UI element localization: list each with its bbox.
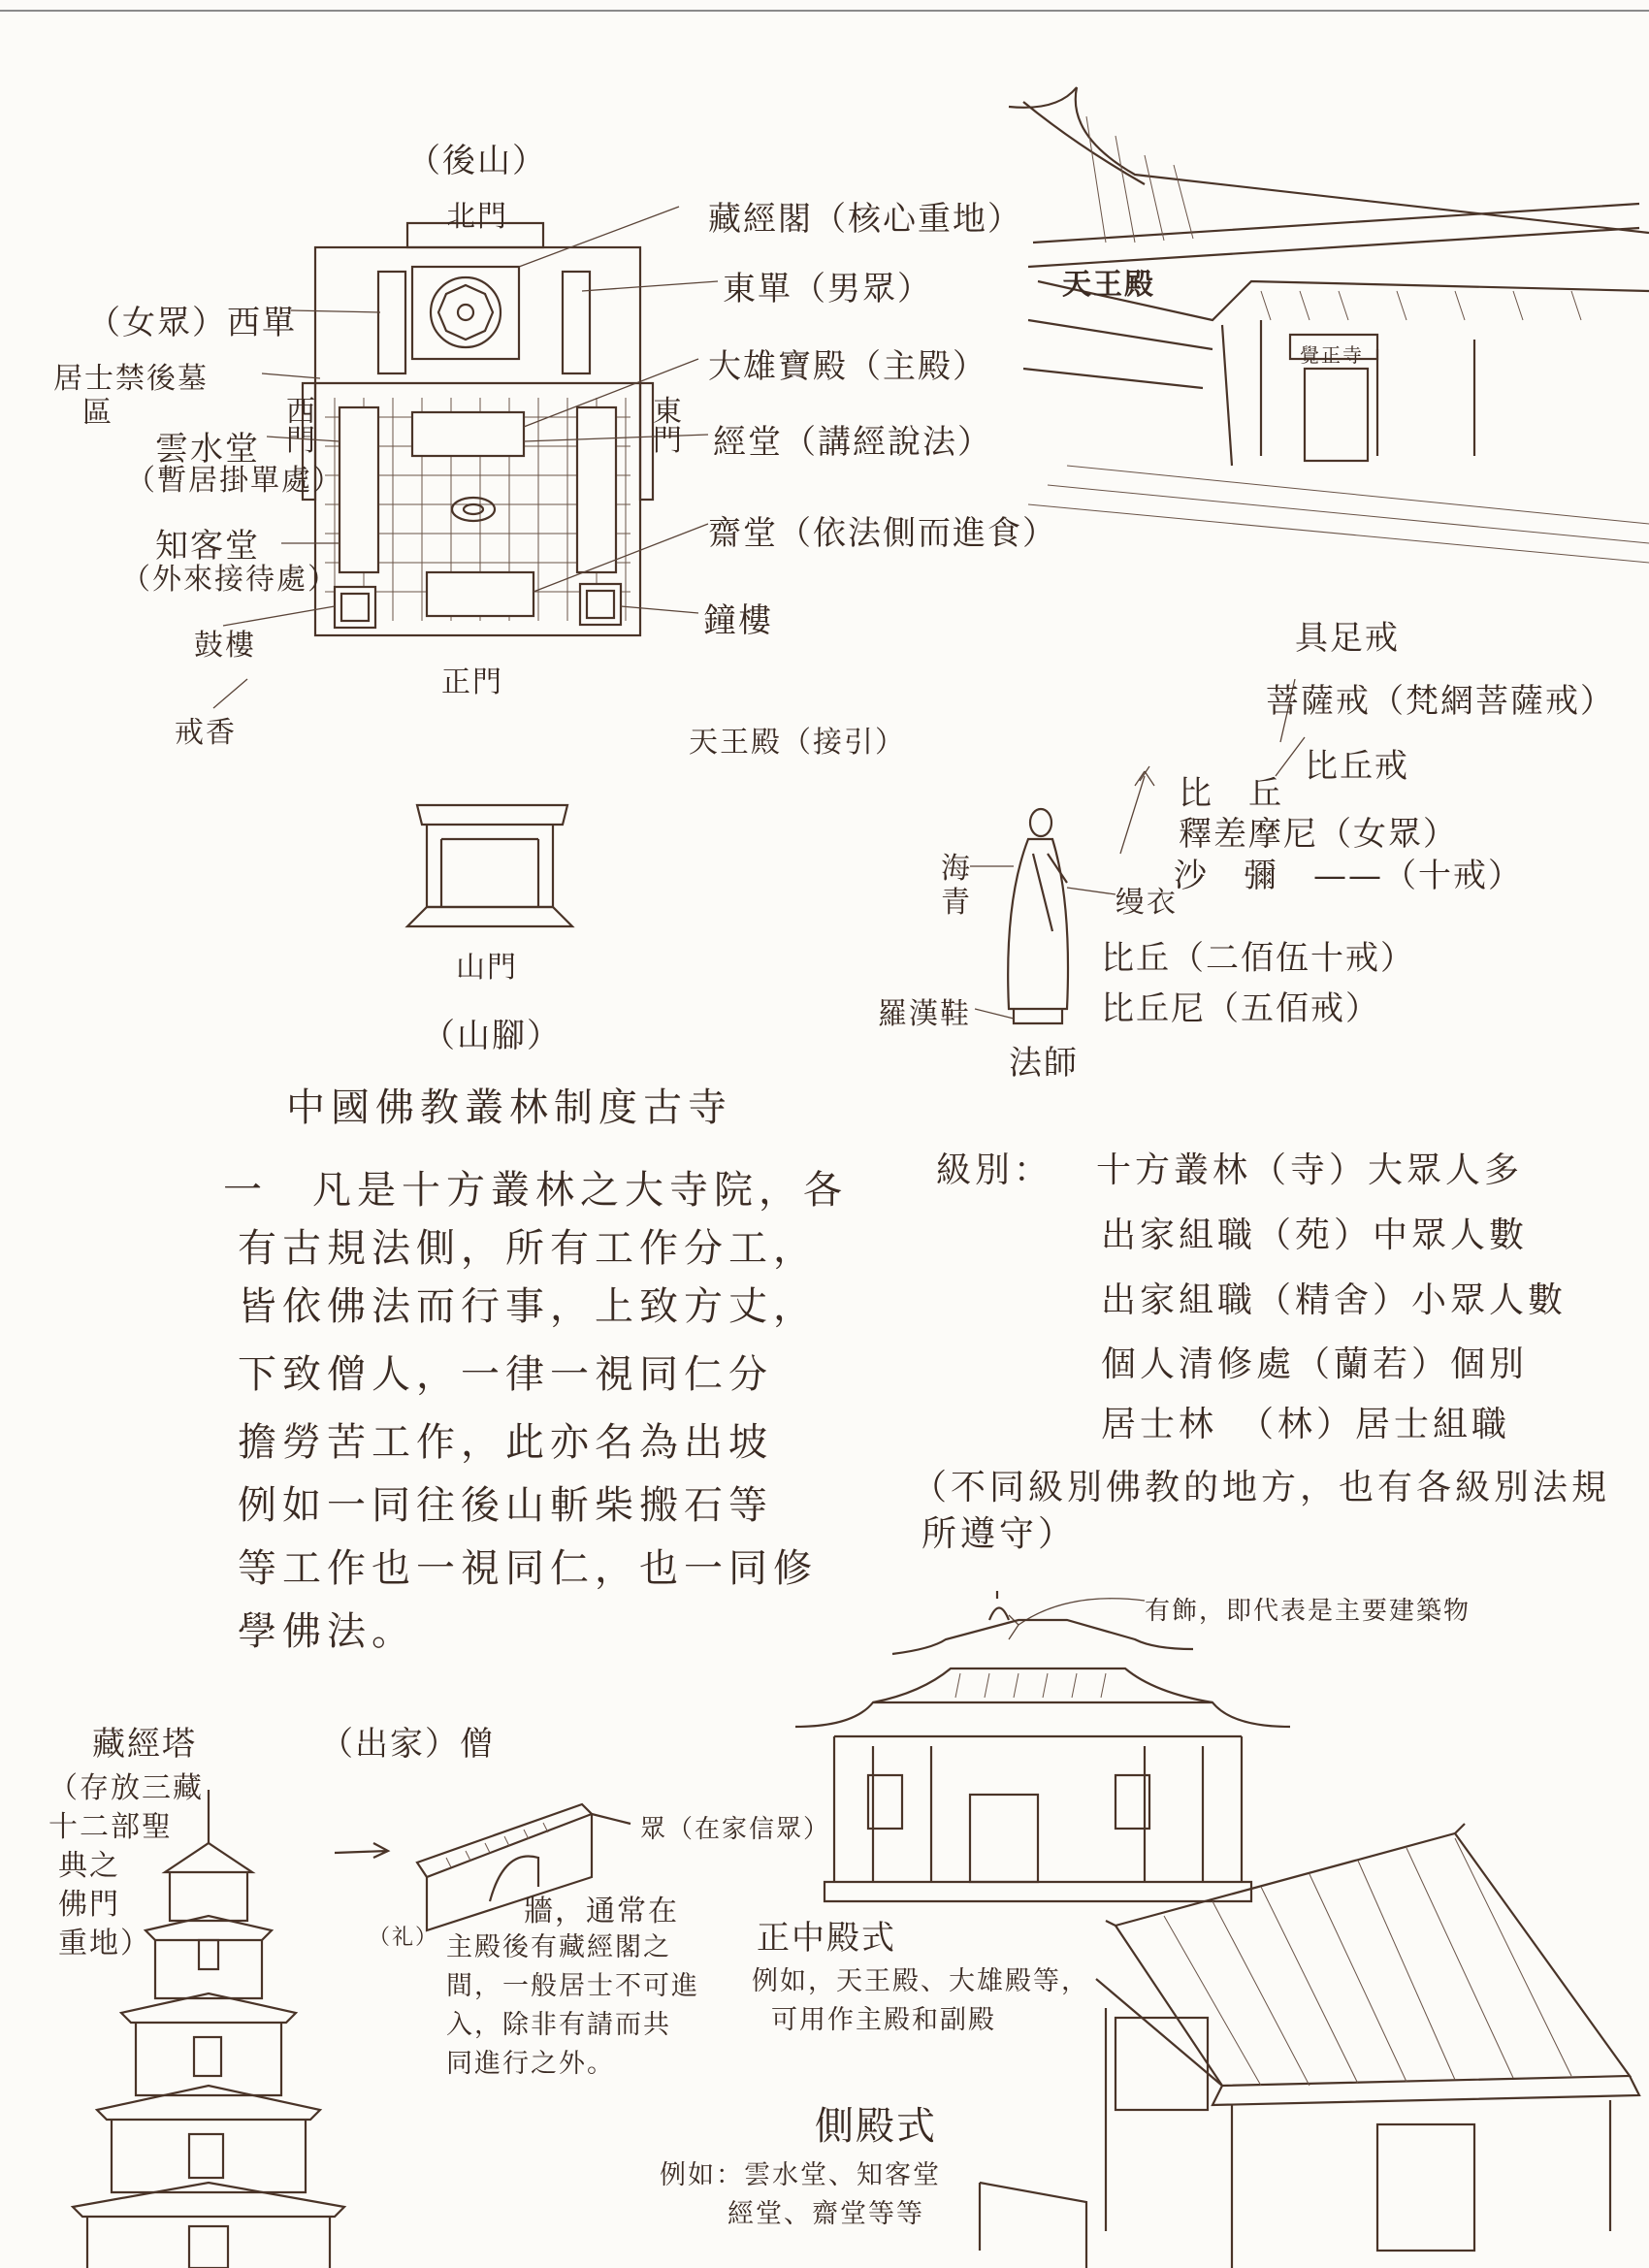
ranks-note: （不同級別佛教的地方，也有各級別法規 [912,1468,1611,1507]
label-bell-tower: 鐘樓 [703,601,773,640]
east-gate-label: 東門 [653,395,684,458]
label-guest-hall: 知客堂 [155,527,260,566]
temple-perspective-sketch [1009,87,1649,563]
monk-haiqing-2: 青 [941,886,972,920]
label-cloud-hall: 雲水堂 [155,430,260,469]
pagoda-label-5: 佛門 [58,1888,120,1922]
main-hall-style-label: 正中殿式 [757,1919,896,1958]
precept-sramanera: 沙 彌 ——（十戒） [1174,857,1523,895]
monk-shoes-label: 羅漢鞋 [878,997,971,1031]
west-gate-label: 西門 [286,395,317,458]
roof-ornament-note: 有飾，即代表是主要建築物 [1145,1597,1471,1626]
precept-bhikkhuni-500: 比丘尼（五佰戒） [1101,989,1380,1028]
side-style-hall-drawing [980,1824,1639,2268]
pagoda-label-2: （存放三藏 [48,1771,204,1805]
precept-bhikkhu-precept: 比丘戒 [1305,747,1409,786]
precept-full: 具足戒 [1295,619,1400,658]
label-east-hall: 東單（男眾） [723,270,932,308]
label-drum-tower: 鼓樓 [194,629,256,663]
mountain-gate-label: 山門 [456,951,518,985]
pagoda-label-3: 十二部聖 [48,1810,173,1844]
mountain-gate-drawing [407,805,572,926]
essay-line: 擔勞苦工作，此亦名為出坡 [238,1420,773,1465]
essay-line: 下致僧人，一律一視同仁分 [238,1352,773,1397]
rank-row: 出家組職（精舍）小眾人數 [1101,1280,1568,1320]
label-west-hall: （女眾）西單 [87,304,297,342]
mountain-foot-label: （山腳） [422,1017,562,1055]
wall-mark: （礼） [369,1926,439,1950]
lay-followers-label: 眾（在家信眾） [640,1815,831,1844]
wall-note-4: 入，除非有請而共 [446,2010,671,2040]
essay-line: 例如一同往後山斬柴搬石等 [238,1483,773,1528]
label-incense: 戒香 [175,716,237,750]
essay-line: 學佛法。 [238,1609,416,1654]
main-hall-style-example-2: 可用作主殿和副殿 [771,2005,996,2035]
wall-note-3: 間，一般居士不可進 [446,1971,699,2001]
sketch-sign-heavenly-king: 天王殿 [1062,268,1155,302]
north-gate-label: 北門 [446,200,508,234]
label-lecture-hall: 經堂（講經說法） [713,423,992,462]
pagoda-label-1: 藏經塔 [92,1725,197,1764]
label-guest-hall-note: （外來接待處） [121,563,339,597]
label-heavenly-king-hall: 天王殿（接引） [689,726,906,760]
monk-dharma-master-label: 法師 [1009,1044,1079,1083]
sketch-sign-temple-name: 覺正寺 [1300,343,1364,367]
rank-row: 個人清修處（蘭若）個別 [1101,1345,1529,1384]
label-main-hall: 大雄寶殿（主殿） [708,347,987,386]
ranks-heading: 級別： [936,1150,1053,1190]
precept-bhikkhu-250: 比丘（二佰伍十戒） [1101,939,1415,978]
side-hall-style-label: 側殿式 [815,2104,937,2149]
precept-bhikkhu: 比 丘 [1179,774,1283,813]
label-dining-hall: 齋堂（依法側而進食） [708,514,1057,553]
side-hall-style-example-2: 經堂、齋堂等等 [728,2199,924,2229]
label-cloud-hall-note: （暫居掛單處） [126,464,343,498]
precept-bodhisattva: 菩薩戒（梵網菩薩戒） [1266,682,1615,721]
monk-haiqing-1: 海 [941,852,972,886]
rank-row: 出家組職（苑）中眾人數 [1101,1215,1529,1255]
monk-section-heading: （出家）僧 [320,1725,495,1764]
wall-note-2: 主殿後有藏經閣之 [446,1932,671,1962]
rank-row: 居士林 （林）居士組職 [1101,1405,1511,1444]
essay-line: 有古規法側，所有工作分工， [238,1226,818,1271]
label-lay-area: 居士禁後墓 [53,362,209,396]
wall-note-1: 牆，通常在 [524,1895,679,1928]
essay-line: 皆依佛法而行事，上致方丈， [238,1284,818,1329]
pagoda-label-4: 典之 [58,1849,120,1883]
side-hall-style-example-1: 例如：雲水堂、知客堂 [660,2160,941,2190]
precept-siksamana: 釋差摩尼（女眾） [1179,815,1458,854]
roof-note-arrow [1009,1599,1145,1639]
main-style-hall-drawing [795,1591,1290,1901]
wall-note-5: 同進行之外。 [446,2049,615,2079]
south-gate-label: 正門 [441,665,503,699]
label-sutra-pavilion: 藏經閣（核心重地） [708,200,1022,239]
essay-line: 等工作也一視同仁，也一同修 [238,1546,818,1591]
label-lay-area-2: 區 [82,396,113,430]
pagoda-label-6: 重地） [58,1927,151,1960]
essay-title: 中國佛教叢林制度古寺 [286,1085,732,1130]
main-hall-style-example-1: 例如，天王殿、大雄殿等， [752,1966,1089,1996]
monk-robe-label: 缦衣 [1116,886,1178,920]
ranks-note-2: 所遵守） [922,1514,1078,1554]
rank-row: 十方叢林（寺）大眾人多 [1096,1150,1524,1190]
essay-line: 一 凡是十方叢林之大寺院，各 [223,1168,848,1213]
back-mountain-label: （後山） [407,142,547,180]
